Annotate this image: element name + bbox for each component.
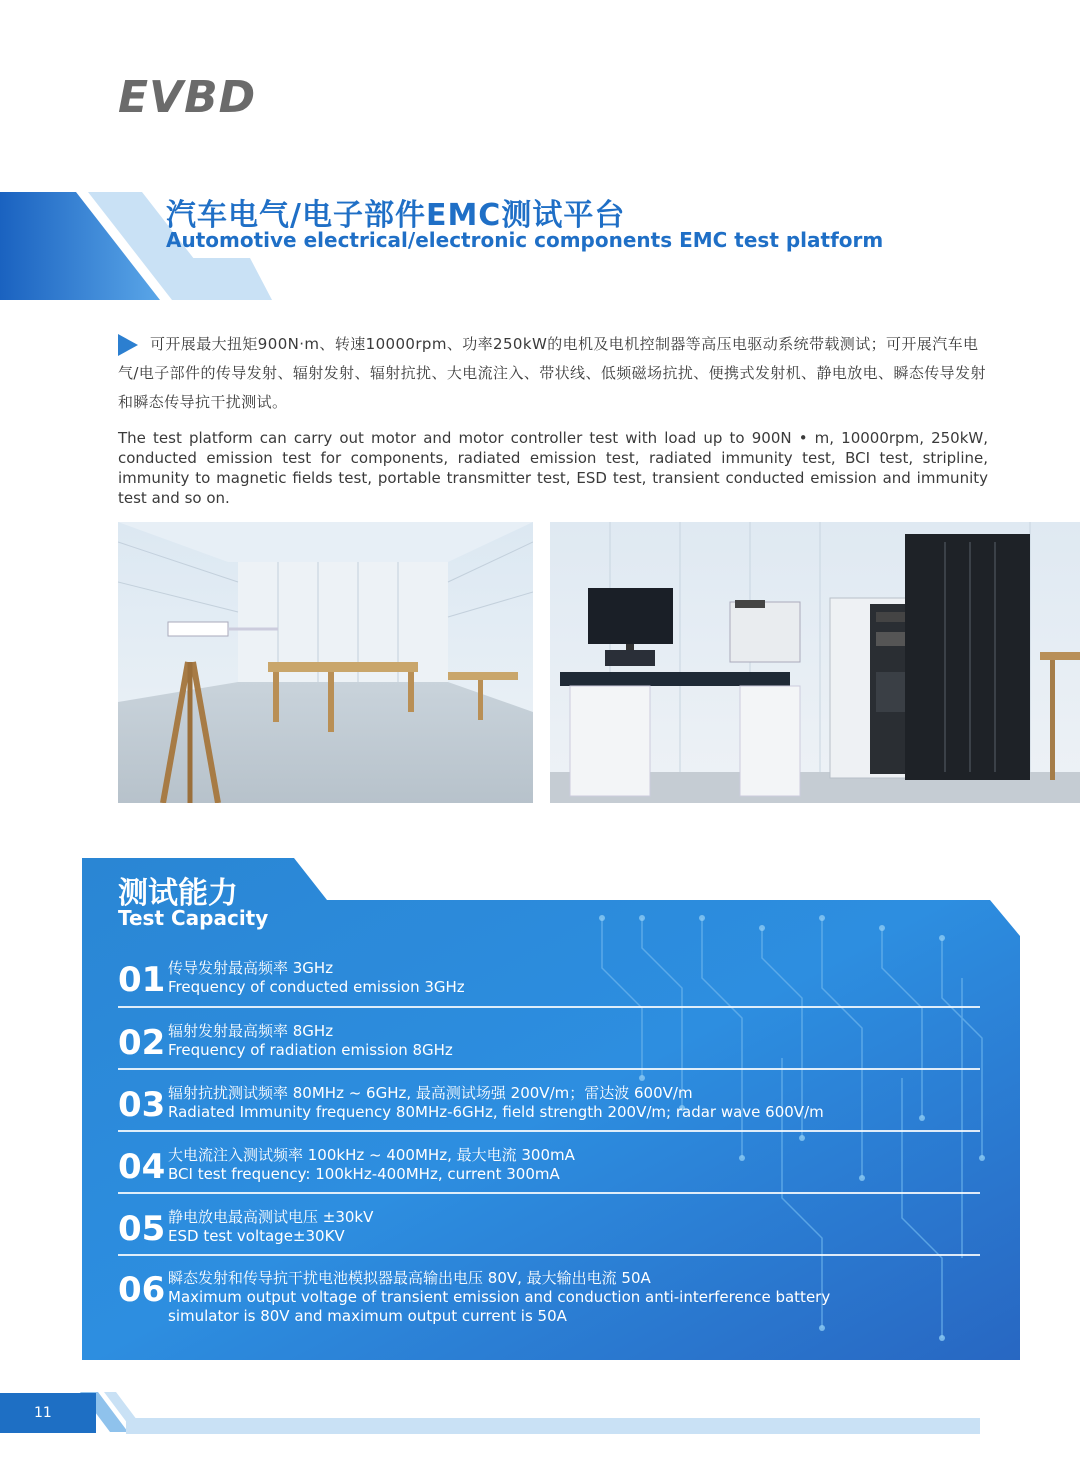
capacity-item [118,1083,980,1125]
item-text-cn: 辐射发射最高频率 8GHz [168,1022,334,1040]
item-divider [118,1254,980,1256]
item-number: 01 [118,960,166,1000]
capacity-item [118,1207,980,1249]
item-text-en: Frequency of radiation emission 8GHz [168,1041,453,1059]
capacity-title-en: Test Capacity [118,906,269,930]
capacity-item [118,958,980,1000]
page-number: 11 [0,1393,96,1433]
item-number: 03 [118,1085,166,1125]
capacity-title-cn: 测试能力 [118,876,238,911]
item-text-en: Radiated Immunity frequency 80MHz-6GHz, field strength 200V/m; radar wave 600V/m [168,1103,824,1121]
page-title-cn: 汽车电气/电子部件EMC测试平台 [166,198,626,233]
item-text-cn: 大电流注入测试频率 100kHz ~ 400MHz, 最大电流 300mA [168,1146,575,1164]
item-text-cn: 瞬态发射和传导抗干扰电池模拟器最高输出电压 80V, 最大输出电流 50A [168,1269,651,1287]
item-text-en: Frequency of conducted emission 3GHz [168,978,465,996]
capacity-item [118,1021,980,1063]
intro-text-cn: 可开展最大扭矩900N·m、转速10000rpm、功率250kW的电机及电机控制器等高压电驱动系统带载测试；可开展汽车电气/电子部件的传导发射、辐射发射、辐射抗扰、大电流注入、带状线、低频磁场抗扰、便携式发射机、静电放电、瞬态传导发射和瞬态传导抗干扰测试。 [118,335,986,411]
intro-text-en: The test platform can carry out motor and motor controller test with load up to 900N • m, 10000rpm, 250kW, conducted emission test for components, radiated emission test, radiated immunity test, BCI test, stripline, immunity to magnetic fields test, portable transmitter test, ESD test, transient conducted emission and immunity test and so on. [118,429,988,507]
item-number: 05 [118,1209,166,1249]
item-divider [118,1006,980,1008]
item-number: 06 [118,1270,166,1310]
page-title-en: Automotive electrical/electronic components EMC test platform [166,228,884,252]
item-text-en: BCI test frequency: 100kHz-400MHz, current 300mA [168,1165,560,1183]
capacity-item [118,1268,980,1330]
item-number: 02 [118,1023,166,1063]
footer-stripes-decoration [80,1392,990,1436]
item-divider [118,1192,980,1194]
item-divider [118,1068,980,1070]
item-divider [118,1130,980,1132]
capacity-item [118,1145,980,1187]
item-number: 04 [118,1147,166,1187]
item-text-cn: 静电放电最高测试电压 ±30kV [168,1208,374,1226]
item-text-en: ESD test voltage±30KV [168,1227,345,1245]
emc-chamber-photo [118,522,533,803]
test-equipment-photo [550,522,1080,803]
item-text-en: Maximum output voltage of transient emission and conduction anti-interference battery simulator is 80V and maximum output current is 50A [168,1288,831,1325]
evbd-logo: EVBD [118,72,257,123]
item-text-cn: 传导发射最高频率 3GHz [168,959,334,977]
item-text-cn: 辐射抗扰测试频率 80MHz ~ 6GHz, 最高测试场强 200V/m；雷达波 600V/m [168,1084,693,1102]
